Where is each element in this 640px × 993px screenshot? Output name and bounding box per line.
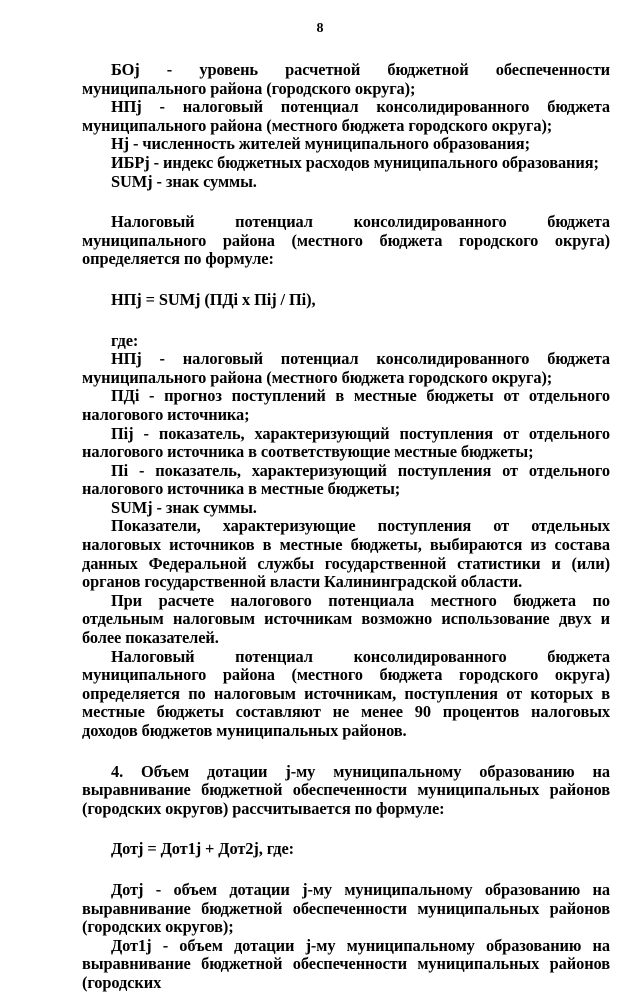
definition-pij: Пij - показатель, характеризующий поступления от отдельного налогового источника в соответствующие местные бюджеты;	[82, 423, 610, 462]
formula-dotj: Дотj = Дот1j + Дот2j, где:	[111, 839, 295, 859]
definition-dotj: Дотj - объем дотации j-му муниципальному образованию на выравнивание бюджетной обеспеченности муниципальных районов (городских округов);	[82, 879, 610, 937]
spacer	[82, 269, 610, 291]
indicators-paragraph: Показатели, характеризующие поступления от отдельных налоговых источников в местные бюджеты, выбираются из состава данных Федеральной службы государственной статистики и (или) органов государственной власти Калининградской области.	[82, 516, 610, 592]
tax-potential-intro: Налоговый потенциал консолидированного бюджета муниципального района (местного бюджета городского округа) определяется по формуле:	[82, 212, 610, 269]
definition-nj: Нj - численность жителей муниципального образования;	[111, 134, 530, 154]
definition-dot1j: Дот1j - объем дотации j-му муниципальному образованию на выравнивание бюджетной обеспеченности муниципальных районов (городских	[82, 935, 610, 992]
spacer	[82, 191, 610, 213]
definition-pdi: ПДi - прогноз поступлений в местные бюджеты от отдельного налогового источника;	[82, 386, 610, 424]
where-label: где:	[111, 330, 139, 350]
spacer	[82, 818, 610, 840]
definition-boj: БОj - уровень расчетной бюджетной обеспеченности муниципального района (городского округа);	[82, 60, 610, 98]
tax-sources-paragraph: Налоговый потенциал консолидированного бюджета муниципального района (местного бюджета городского округа) определяется по налоговым источникам, поступления от которых в местные бюджеты составляют не менее 90 процентов налоговых доходов бюджетов муниципальных районов.	[82, 646, 610, 740]
calculation-paragraph: При расчете налогового потенциала местного бюджета по отдельным налоговым источникам возможно использование двух и более показателей.	[82, 590, 610, 648]
page-number: 8	[316, 21, 324, 36]
definition-sumj-2: SUMj - знак суммы.	[111, 497, 257, 517]
definition-npj: НПj - налоговый потенциал консолидированного бюджета муниципального района (местного бюджета городского округа);	[82, 97, 610, 135]
definition-npj-2: НПj - налоговый потенциал консолидированного бюджета муниципального района (местного бюджета городского округа);	[82, 349, 610, 387]
spacer	[82, 859, 610, 881]
definition-pi: Пi - показатель, характеризующий поступления от отдельного налогового источника в местные бюджеты;	[82, 460, 610, 499]
section-4-paragraph: 4. Объем дотации j-му муниципальному образованию на выравнивание бюджетной обеспеченности муниципальных районов (городских округов) рассчитывается по формуле:	[82, 761, 610, 818]
spacer	[82, 741, 610, 763]
definition-sumj: SUMj - знак суммы.	[111, 171, 257, 191]
definition-ibrj: ИБРj - индекс бюджетных расходов муниципального образования;	[111, 152, 599, 172]
formula-npj: НПj = SUMj (ПДi x Пij / Пi),	[111, 289, 316, 309]
document-body	[82, 61, 610, 993]
spacer	[82, 310, 610, 332]
